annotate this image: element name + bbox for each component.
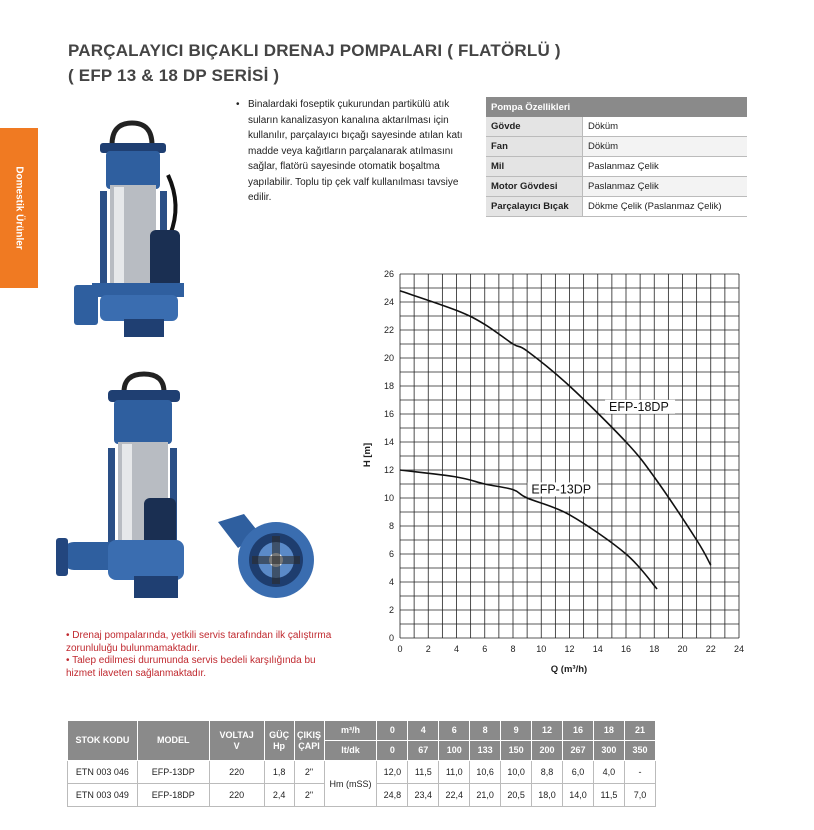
power: 1,8 bbox=[264, 761, 294, 784]
flow-ltdk: 267 bbox=[563, 741, 594, 761]
series-label: EFP-13DP bbox=[531, 482, 592, 497]
col-power-line1: GÜÇ bbox=[269, 729, 290, 740]
col-model: MODEL bbox=[137, 721, 209, 761]
head-value: 14,0 bbox=[563, 784, 594, 807]
flow-ltdk: 200 bbox=[532, 741, 563, 761]
col-unit-ltdk: lt/dk bbox=[324, 741, 377, 761]
model: EFP-13DP bbox=[137, 761, 209, 784]
x-tick-label: 14 bbox=[592, 644, 603, 654]
outlet: 2" bbox=[294, 784, 324, 807]
voltage: 220 bbox=[209, 761, 264, 784]
spec-value: Paslanmaz Çelik bbox=[583, 157, 748, 177]
flow-m3h: 8 bbox=[470, 721, 501, 741]
col-outlet bbox=[294, 721, 324, 761]
series-label: EFP-18DP bbox=[609, 399, 669, 414]
col-stock-code: STOK KODU bbox=[68, 721, 138, 761]
product-table bbox=[67, 720, 656, 807]
outlet: 2" bbox=[294, 761, 324, 784]
spec-key: Fan bbox=[486, 137, 583, 157]
pump-image-vertical bbox=[70, 115, 195, 345]
head-value: 18,0 bbox=[532, 784, 563, 807]
flow-m3h: 12 bbox=[532, 721, 563, 741]
x-tick-label: 10 bbox=[536, 644, 547, 654]
y-tick-label: 6 bbox=[388, 549, 394, 559]
head-value: 8,8 bbox=[532, 761, 563, 784]
x-tick-label: 0 bbox=[397, 644, 403, 654]
pump-impeller-image bbox=[214, 508, 322, 602]
y-tick-label: 10 bbox=[383, 493, 394, 503]
head-value: 12,0 bbox=[377, 761, 408, 784]
page-title bbox=[68, 38, 561, 88]
spec-table bbox=[486, 97, 747, 217]
y-tick-label: 26 bbox=[383, 269, 394, 279]
flow-m3h: 0 bbox=[377, 721, 408, 741]
y-tick-label: 20 bbox=[383, 353, 394, 363]
spec-header: Pompa Özellikleri bbox=[486, 97, 747, 117]
col-voltage-line1: VOLTAJ bbox=[219, 729, 254, 740]
x-tick-label: 24 bbox=[733, 644, 745, 654]
head-value: 21,0 bbox=[470, 784, 501, 807]
y-tick-label: 14 bbox=[383, 437, 394, 447]
power: 2,4 bbox=[264, 784, 294, 807]
flow-m3h: 18 bbox=[593, 721, 624, 741]
x-tick-label: 6 bbox=[482, 644, 488, 654]
flow-ltdk: 0 bbox=[377, 741, 408, 761]
pump-curve-chart bbox=[350, 262, 760, 682]
spec-value: Dökme Çelik (Paslanmaz Çelik) bbox=[583, 197, 748, 217]
description-bullet: • bbox=[236, 99, 240, 110]
x-tick-label: 2 bbox=[425, 644, 431, 654]
y-tick-labels bbox=[384, 269, 394, 643]
voltage: 220 bbox=[209, 784, 264, 807]
flow-ltdk: 150 bbox=[501, 741, 532, 761]
col-voltage bbox=[209, 721, 264, 761]
table-row bbox=[68, 761, 656, 784]
x-tick-labels bbox=[397, 644, 744, 654]
y-tick-label: 16 bbox=[383, 409, 394, 419]
description-text: Binalardaki foseptik çukurundan partikülü atık suların kanalizasyon kanalına aktarılması için kullanılır, parçalayıcı bıçağı sayesinde atılan katı madde veya kağıtların parçalanarak atılmasını sağlar, flatörü sayesinde otomatik boşaltma yapılabilir. Toplu tip çek valf kullanılması tavsiye edilir. bbox=[248, 99, 463, 203]
title-line-1: PARÇALAYICI BIÇAKLI DRENAJ POMPALARI ( FLATÖRLÜ ) bbox=[68, 41, 561, 60]
chart-grid bbox=[400, 274, 739, 638]
col-power-line2: Hp bbox=[273, 740, 286, 751]
y-tick-label: 8 bbox=[388, 521, 394, 531]
flow-m3h: 6 bbox=[439, 721, 470, 741]
head-value: 22,4 bbox=[439, 784, 470, 807]
col-outlet-line2: ÇAPI bbox=[298, 740, 320, 751]
head-value: 11,5 bbox=[408, 761, 439, 784]
x-tick-label: 8 bbox=[510, 644, 516, 654]
x-tick-label: 22 bbox=[705, 644, 716, 654]
head-value: 4,0 bbox=[593, 761, 624, 784]
stock-code: ETN 003 049 bbox=[68, 784, 138, 807]
head-value: 24,8 bbox=[377, 784, 408, 807]
flow-ltdk: 350 bbox=[624, 741, 655, 761]
side-tab[interactable] bbox=[0, 128, 38, 288]
head-value: - bbox=[624, 761, 655, 784]
spec-value: Döküm bbox=[583, 137, 748, 157]
y-tick-label: 18 bbox=[383, 381, 394, 391]
spec-value: Döküm bbox=[583, 117, 748, 137]
flow-ltdk: 67 bbox=[408, 741, 439, 761]
y-tick-label: 0 bbox=[388, 633, 394, 643]
col-power bbox=[264, 721, 294, 761]
head-value: 10,6 bbox=[470, 761, 501, 784]
x-tick-label: 20 bbox=[677, 644, 688, 654]
pump-image-horizontal-outlet bbox=[52, 370, 187, 602]
hm-label: Hm (mSS) bbox=[324, 761, 377, 807]
stock-code: ETN 003 046 bbox=[68, 761, 138, 784]
x-axis-label: Q (m³/h) bbox=[550, 664, 588, 675]
col-voltage-line2: V bbox=[233, 740, 240, 751]
y-axis-label: H [m] bbox=[362, 442, 373, 468]
note-line-2: • Talep edilmesi durumunda servis bedeli karşılığında bu hizmet ilaveten sağlanmaktadır. bbox=[66, 655, 316, 679]
head-value: 23,4 bbox=[408, 784, 439, 807]
flow-m3h: 4 bbox=[408, 721, 439, 741]
service-notes bbox=[66, 630, 336, 680]
note-line-1: • Drenaj pompalarında, yetkili servis tarafından ilk çalıştırma zorunluluğu bulunmamaktadır. bbox=[66, 630, 332, 654]
head-value: 20,5 bbox=[501, 784, 532, 807]
x-tick-label: 16 bbox=[620, 644, 632, 654]
spec-value: Paslanmaz Çelik bbox=[583, 177, 748, 197]
col-outlet-line1: ÇIKIŞ bbox=[297, 729, 322, 740]
spec-key: Parçalayıcı Bıçak bbox=[486, 197, 583, 217]
x-tick-label: 12 bbox=[564, 644, 575, 654]
spec-key: Gövde bbox=[486, 117, 583, 137]
flow-m3h: 9 bbox=[501, 721, 532, 741]
spec-key: Motor Gövdesi bbox=[486, 177, 583, 197]
head-value: 6,0 bbox=[563, 761, 594, 784]
side-tab-label: Domestik Ürünler bbox=[13, 166, 25, 250]
title-line-2: ( EFP 13 & 18 DP SERİSİ ) bbox=[68, 66, 280, 85]
y-tick-label: 2 bbox=[388, 605, 394, 615]
y-tick-label: 12 bbox=[383, 465, 394, 475]
description bbox=[236, 97, 466, 206]
flow-m3h: 21 bbox=[624, 721, 655, 741]
spec-key: Mil bbox=[486, 157, 583, 177]
x-tick-label: 18 bbox=[649, 644, 660, 654]
x-tick-label: 4 bbox=[453, 644, 460, 654]
flow-ltdk: 100 bbox=[439, 741, 470, 761]
y-tick-label: 4 bbox=[388, 577, 394, 587]
flow-ltdk: 300 bbox=[593, 741, 624, 761]
y-tick-label: 24 bbox=[383, 297, 394, 307]
head-value: 11,5 bbox=[593, 784, 624, 807]
col-unit-m3h: m³/h bbox=[324, 721, 377, 741]
y-tick-label: 22 bbox=[383, 325, 394, 335]
head-value: 10,0 bbox=[501, 761, 532, 784]
head-value: 11,0 bbox=[439, 761, 470, 784]
flow-m3h: 16 bbox=[563, 721, 594, 741]
model: EFP-18DP bbox=[137, 784, 209, 807]
head-value: 7,0 bbox=[624, 784, 655, 807]
flow-ltdk: 133 bbox=[470, 741, 501, 761]
